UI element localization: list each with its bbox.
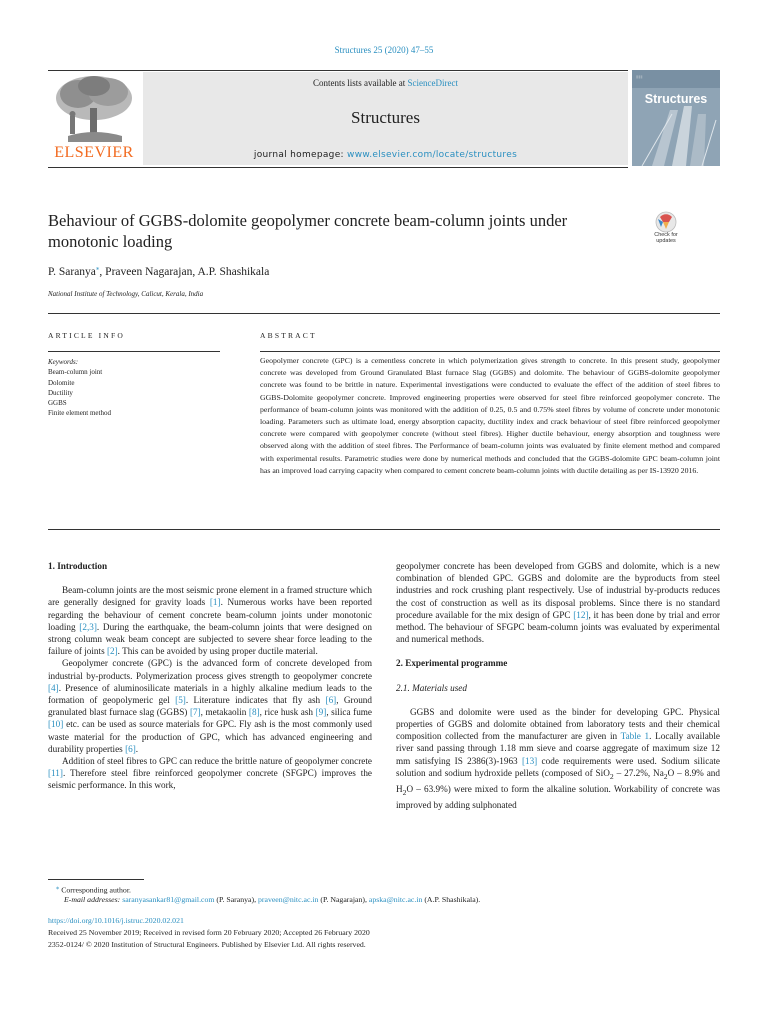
co-authors: , Praveen Nagarajan, A.P. Shashikala [99, 265, 270, 278]
paragraph: Geopolymer concrete (GPC) is the advanced form of concrete developed from industrial by-products. Polymerization process gives strength to geopolymer concrete [4]. Presence of aluminosilicate materials in a highly alkaline medium leads to the formation of geopolymeric gel [5]. Literature indicates that fly ash [6], Ground granulated blast furnace slag (GGBS) [7], metakaolin [8], rice husk ash [9], silica fume [10] etc. can be used as source materials for GPC. Fly ash is the most commonly used waste material for the production of GPC, which has advanced engineering and durability properties [6]. [48, 658, 373, 754]
cover-building-graphic [632, 70, 720, 166]
homepage-link[interactable]: www.elsevier.com/locate/structures [347, 150, 518, 160]
email-link[interactable]: praveen@nitc.ac.in [257, 895, 319, 904]
keyword-item: Finite element method [48, 409, 111, 418]
reference-link[interactable]: [2] [106, 646, 118, 657]
reference-link[interactable]: [2,3] [79, 621, 97, 632]
keyword-item: Ductility [48, 388, 73, 397]
paragraph: Addition of steel fibres to GPC can reduce the brittle nature of geopolymer concrete [11]. Therefore steel fibre reinforced geopolymer concrete (SFGPC) improves the seismic performance. In this work, [48, 756, 372, 791]
abstract-heading: ABSTRACT [260, 331, 317, 340]
reference-link[interactable]: [13] [521, 755, 538, 766]
reference-link[interactable]: [8] [248, 707, 260, 718]
paragraph: GGBS and dolomite were used as the binder for developing GPC. Physical properties of GGBS and dolomite obtained from laboratory tests and their chemical composition collected from the manufacturer are given in Table 1. Locally available river sand passing through 1.18 mm sieve and coarse aggregate of maximum size 12 mm satisfying IS 2386(3)-1963 [13] code requirements were used. Sodium silicate solution and sodium hydroxide pellets (composed of SiO$_2$ – 27.2%, $Na_2O - 8.9\%$ and $H_2O - 63.9\%$) were mixed to form the alkaline solution. Workability of concrete was improved by adding sulphonated [396, 706, 721, 810]
publisher-logo-text: ELSEVIER [54, 144, 134, 161]
keyword-item: GGBS [48, 399, 67, 408]
article-info-heading: ARTICLE INFO [48, 331, 125, 340]
paragraph: geopolymer concrete has been developed from GGBS and dolomite, which is a new combination of blended GPC. GGBS and dolomite are the byproducts from steel industries and rock crushing plant respectively. Use of industrial by-products reduces the cost of construction as well as its disposal problems. Since there is no standard procedure available for the mix design of GPC [12], it has been done by trial and error method. The behaviour of SFGPC beam-column joints was evaluated by experimental and numerical methods. [396, 561, 720, 645]
article-title: Behaviour of GGBS-dolomite geopolymer concrete beam-column joints under monotonic loading [48, 211, 568, 251]
reference-link[interactable]: [7] [189, 707, 201, 718]
homepage-prefix: journal homepage: [253, 150, 348, 160]
check-for-updates-badge[interactable] [648, 211, 684, 251]
subsection-heading-materials: 2.1. Materials used [396, 682, 467, 693]
abstract-rule [260, 351, 720, 352]
reference-link[interactable]: [9] [315, 707, 327, 718]
author-list [48, 264, 269, 278]
journal-cover-image[interactable] [632, 70, 720, 166]
crossmark-icon [648, 211, 684, 233]
keywords-label: Keywords: [48, 358, 79, 366]
keyword-item: Beam-column joint [48, 368, 103, 377]
email-link[interactable]: saranyasankar81@gmail.com [122, 895, 215, 904]
check-for-updates-text: Check for updates [654, 232, 678, 244]
right-column [396, 560, 720, 811]
journal-citation[interactable]: Structures 25 (2020) 47–55 [334, 45, 434, 55]
reference-link[interactable]: [10] [48, 719, 64, 730]
copyright-line: 2352-0124/ © 2020 Institution of Structural Engineers. Published by Elsevier Ltd. All rights reserved. [48, 940, 366, 949]
received-dates: Received 25 November 2019; Received in revised form 20 February 2020; Accepted 26 February 2020 [48, 928, 370, 937]
doi-link[interactable]: https://doi.org/10.1016/j.istruc.2020.02.021 [48, 916, 184, 925]
section-rule [48, 313, 720, 314]
cover-title: Structures [644, 92, 708, 106]
email-link[interactable]: apska@nitc.ac.in [368, 895, 423, 904]
reference-link[interactable]: [1] [209, 597, 221, 608]
section-heading-introduction: 1. Introduction [48, 561, 108, 571]
journal-header-box [143, 72, 628, 165]
journal-name: Structures [351, 108, 420, 127]
reference-link[interactable]: [6] [125, 743, 136, 754]
corresponding-mark[interactable]: ⁎ [56, 884, 60, 891]
masthead-top-rule [48, 70, 628, 71]
email-addresses: E-mail addresses: saranyasankar81@gmail.com (P. Saranya), praveen@nitc.ac.in (P. Nagarajan), apska@nitc.ac.in (A.P. Shashikala). [64, 895, 481, 904]
elsevier-tree-icon [48, 72, 140, 144]
footnote-rule [48, 879, 144, 880]
homepage-line [143, 150, 628, 160]
paragraph: Beam-column joints are the most seismic prone element in a framed structure which are generally designed for gravity loads [1]. Numerous works have been reported regarding the behaviour of cement concrete beam-column joints under monotonic loading [2,3]. During the earthquake, the beam-column joints that were designed on strong column weak beam concept are subjected to severe shear force leading to the failure of joints [2]. This can be avoided by using proper ductile material. [48, 585, 372, 657]
reference-link[interactable]: [4] [48, 682, 59, 693]
abstract-text: Geopolymer concrete (GPC) is a cementless concrete in which polymerization gives strength to concrete. In this present study, geopolymer concrete was developed from Ground Granulated Blast furnace Slag (GGBS) and dolomite. The behaviour of GGBS-dolomite geopolymer concrete was found to be brittle in nature. Experimental investigations were conducted to evaluate the effect of the addition of steel fibres to GGBS-Dolomite geopolymer concrete. Improved engineering properties were observed for steel fibre reinforced geopolymer concrete. The performance of beam-column joints was monitored with the addition of 0.25, 0.5 and 0.75% steel fibres by volume of concrete under monotonic loading. Parameters such as ultimate load, energy absorption capacity, ductility index and crack behaviour of steel fibre reinforced geopolymer concrete were compared with geopolymer concrete (without steel fibres). Higher ductile behaviour, energy absorption and toughness were observed along with the addition of steel fibres. The Performance of beam-column joints was evaluated by finite element method and compared with experimental results. Parametric studies were done by numerical methods and concluded that the GGBS-dolomite GPC beam-column joint has an improved load carrying capacity when compared to cement concrete beam-column joints with ductile detailing as per IS-13920 2016. [260, 356, 720, 475]
affiliation: National Institute of Technology, Calicut, Kerala, India [48, 290, 204, 298]
sciencedirect-link[interactable]: ScienceDirect [407, 78, 458, 88]
article-info-rule [48, 351, 220, 352]
corresponding-author-mark[interactable]: ⁎ [95, 264, 100, 272]
section-heading-experimental: 2. Experimental programme [396, 658, 508, 669]
corresponding-author-note: ⁎ Corresponding author. [56, 884, 131, 895]
reference-link[interactable]: [5] [175, 695, 186, 706]
keyword-item: Dolomite [48, 378, 75, 387]
elsevier-logo[interactable] [48, 72, 140, 164]
reference-link[interactable]: [11] [48, 768, 63, 779]
abstract-end-rule [48, 529, 720, 530]
reference-link[interactable]: [12] [573, 609, 589, 620]
masthead-bottom-rule [48, 167, 628, 168]
keywords-block [48, 357, 111, 419]
contents-prefix: Contents lists available at [313, 78, 408, 88]
left-column [48, 560, 372, 792]
contents-line [143, 78, 628, 88]
author-name: P. Saranya [48, 265, 96, 278]
reference-link[interactable]: [6] [325, 695, 337, 706]
table-link[interactable]: Table 1 [620, 731, 650, 742]
